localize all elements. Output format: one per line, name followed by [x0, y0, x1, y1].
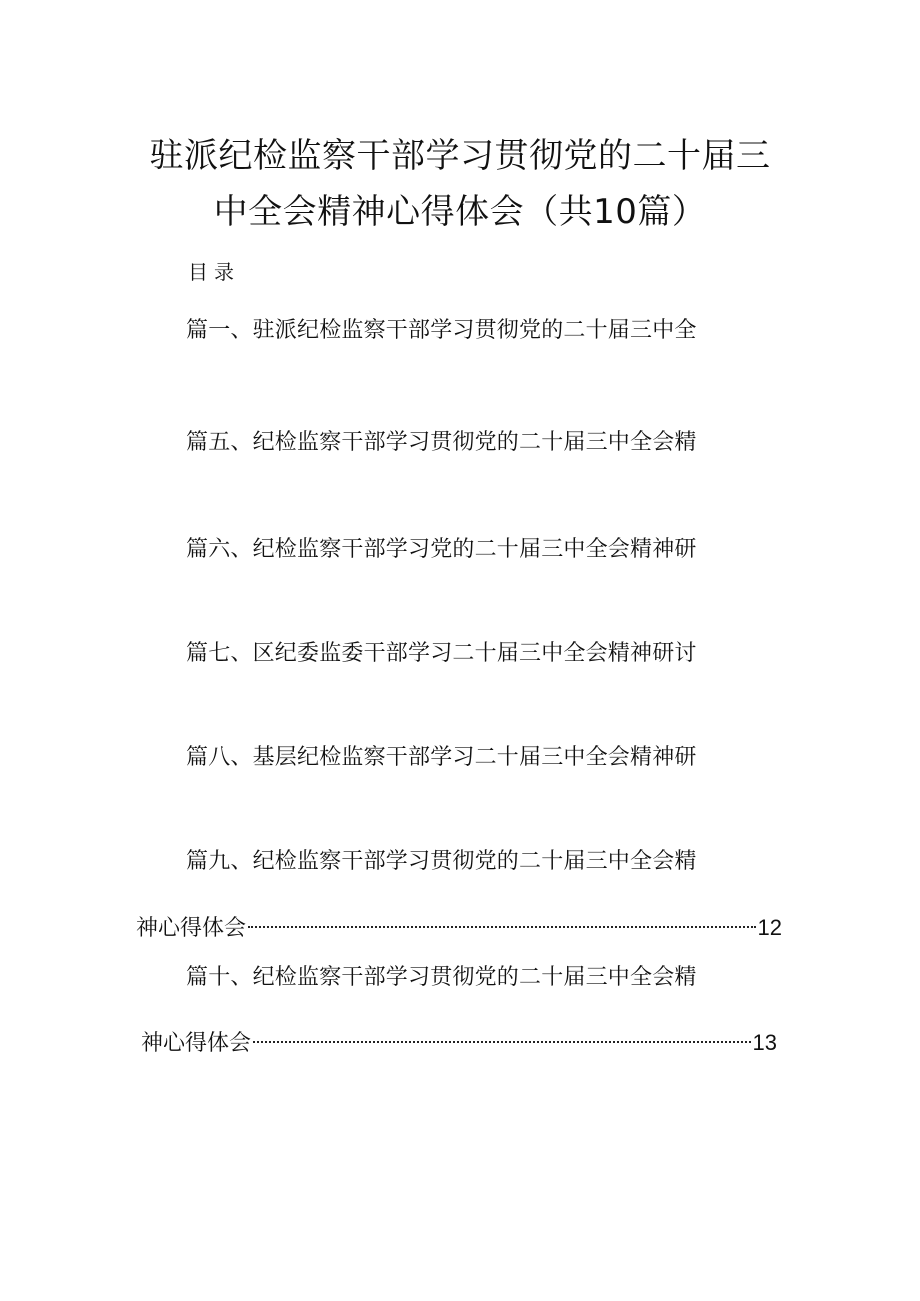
- toc-entry-9-page-number: 12: [757, 915, 782, 940]
- toc-heading: 目录: [188, 260, 240, 284]
- dot-leader: [248, 905, 756, 935]
- toc-entry-10-cont-text: 神心得体会: [141, 1031, 252, 1056]
- dot-leader: [253, 1020, 751, 1050]
- toc-entry-1[interactable]: 篇一、驻派纪检监察干部学习贯彻党的二十届三中全: [186, 318, 697, 343]
- title-line-2: 中全会精神心得体会（共10篇）: [213, 192, 707, 232]
- toc-entry-8[interactable]: 篇八、基层纪检监察干部学习二十届三中全会精神研: [186, 745, 697, 770]
- toc-entry-9[interactable]: 篇九、纪检监察干部学习贯彻党的二十届三中全会精: [186, 849, 697, 874]
- toc-entry-9-continuation[interactable]: [136, 905, 782, 944]
- toc-entry-9-cont-text: 神心得体会: [136, 916, 247, 941]
- toc-entry-10-page-number: 13: [752, 1030, 777, 1055]
- title-line-1: 驻派纪检监察干部学习贯彻党的二十届三: [149, 136, 771, 176]
- toc-entry-10-continuation[interactable]: [141, 1020, 777, 1059]
- document-title: [0, 128, 920, 240]
- toc-entry-6[interactable]: 篇六、纪检监察干部学习党的二十届三中全会精神研: [186, 537, 697, 562]
- toc-entry-7[interactable]: 篇七、区纪委监委干部学习二十届三中全会精神研讨: [186, 641, 697, 666]
- toc-entry-5[interactable]: 篇五、纪检监察干部学习贯彻党的二十届三中全会精: [186, 430, 697, 455]
- toc-entry-10[interactable]: 篇十、纪检监察干部学习贯彻党的二十届三中全会精: [186, 965, 697, 990]
